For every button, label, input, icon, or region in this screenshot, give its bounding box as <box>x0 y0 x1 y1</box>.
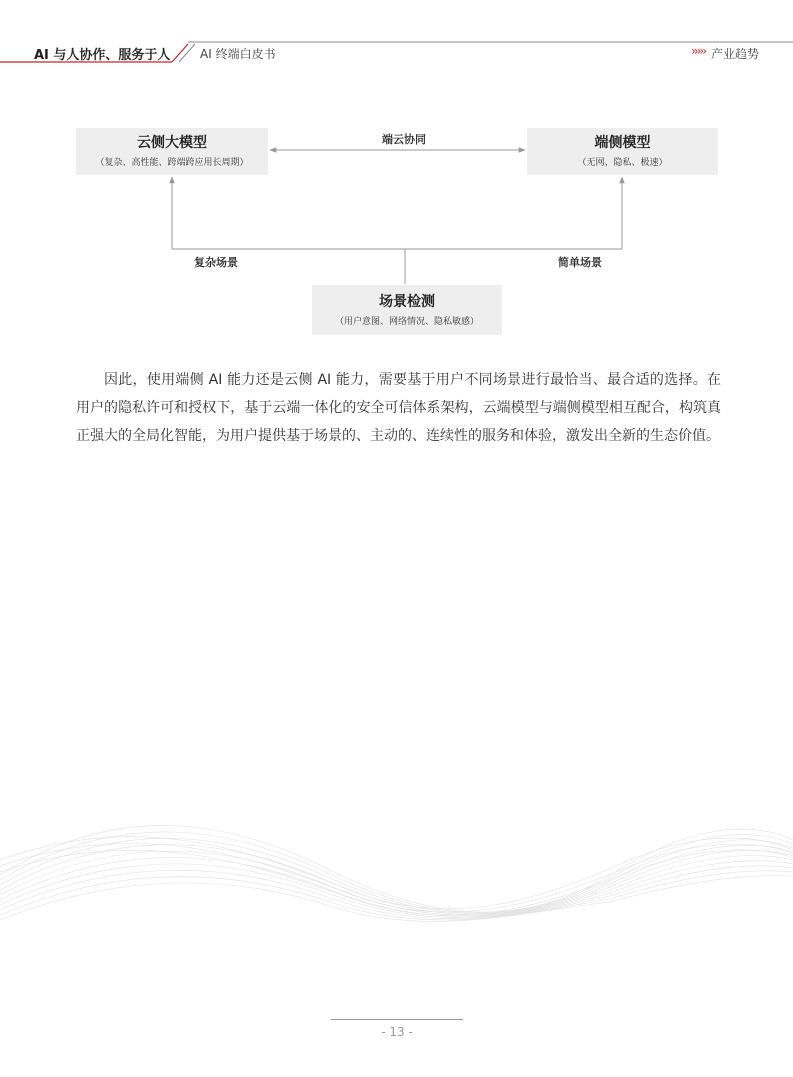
header-title: AI 与人协作、服务于人 <box>34 48 171 63</box>
chevrons-icon: ››››› <box>691 44 705 58</box>
cloud-model-subtitle: （复杂、高性能、跨端跨应用长周期） <box>95 158 249 168</box>
footer-rule <box>331 1019 463 1020</box>
cloud-model-box <box>76 128 268 175</box>
scene-detection-subtitle: （用户意图、网络情况、隐私敏感） <box>334 317 479 327</box>
architecture-diagram <box>0 0 793 360</box>
device-model-box <box>527 128 718 175</box>
collab-label: 端云协同 <box>382 133 426 146</box>
cloud-model-title: 云侧大模型 <box>137 135 207 151</box>
scene-detection-title: 场景检测 <box>379 294 435 310</box>
header-section: 产业趋势 <box>710 47 759 61</box>
page-number: - 13 - <box>381 1025 413 1039</box>
body-paragraph: 因此，使用端侧 AI 能力还是云侧 AI 能力，需要基于用户不同场景进行最恰当、最合适的选择。在用户的隐私许可和授权下，基于云端一体化的安全可信体系架构，云端模型与端侧模型相互配合，构筑真正强大的全局化智能，为用户提供基于场景的、主动的、连续性的服务和体验，激发出全新的生态价值。 <box>76 372 721 444</box>
device-model-subtitle: （无网、隐私、极速） <box>577 158 668 168</box>
simple-scene-label: 简单场景 <box>558 256 602 269</box>
decorative-wave <box>0 780 793 950</box>
device-model-title: 端侧模型 <box>594 135 651 151</box>
header-subtitle: AI 终端白皮书 <box>200 47 276 61</box>
scene-detection-box <box>312 285 502 335</box>
complex-scene-label: 复杂场景 <box>194 256 238 269</box>
